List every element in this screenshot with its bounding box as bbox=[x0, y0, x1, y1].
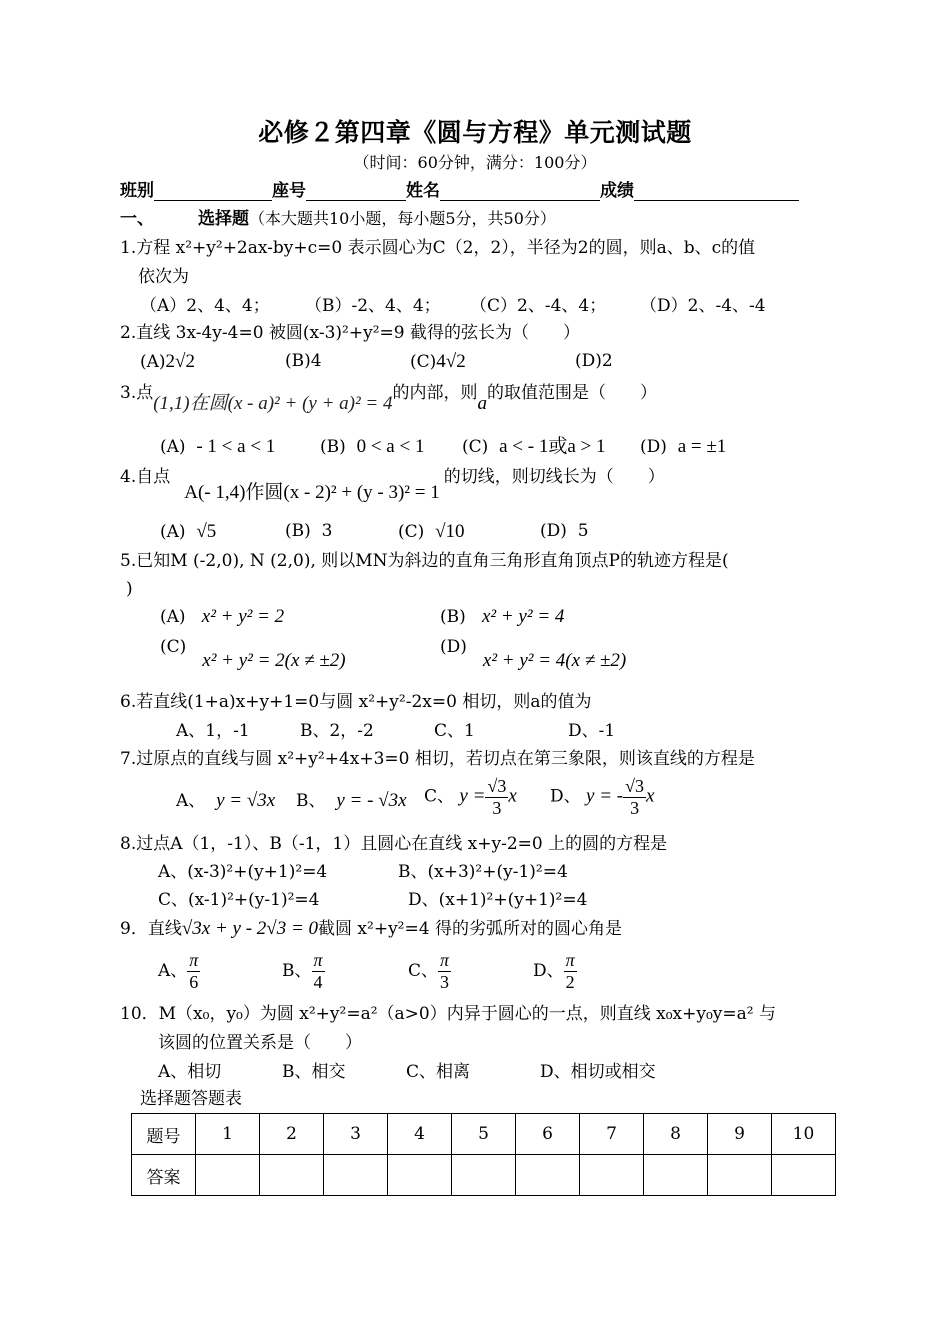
q3-stem: 3.点(1,1)在圆(x - a)² + (y + a)² = 4的内部，则a的取值范围是（ ） bbox=[120, 383, 657, 414]
answer-cell[interactable] bbox=[388, 1155, 452, 1196]
question-number-cell: 5 bbox=[452, 1114, 516, 1155]
q5-stem: 5.已知M (-2,0), N (2,0), 则以MN为斜边的直角三角形直角顶点P的轨迹方程是( bbox=[120, 551, 729, 571]
question-number-cell: 8 bbox=[644, 1114, 708, 1155]
q8-option-a[interactable]: A、(x-3)²+(y+1)²=4 bbox=[158, 862, 328, 882]
seat-blank[interactable] bbox=[306, 182, 406, 201]
answer-cell[interactable] bbox=[260, 1155, 324, 1196]
name-label: 姓名 bbox=[406, 181, 440, 201]
question-number-cell: 3 bbox=[324, 1114, 388, 1155]
answer-table-caption: 选择题答题表 bbox=[140, 1089, 242, 1109]
q3-var: a bbox=[477, 393, 487, 414]
q3-option-a[interactable]: (A) - 1 < a < 1 bbox=[160, 436, 276, 457]
table-row bbox=[132, 1155, 836, 1196]
name-blank[interactable] bbox=[440, 182, 600, 201]
q1-option-b[interactable]: （B）-2、4、4； bbox=[305, 296, 441, 316]
page-title: 必修２第四章《圆与方程》单元测试题 bbox=[258, 118, 692, 147]
q3-option-c[interactable]: (C) a < - 1或a > 1 bbox=[462, 436, 606, 457]
answer-cell[interactable] bbox=[708, 1155, 772, 1196]
q4-math: A(- 1,4)作圆(x - 2)² + (y - 3)² = 1 bbox=[184, 482, 440, 503]
answer-cell[interactable] bbox=[772, 1155, 836, 1196]
answer-cell[interactable] bbox=[580, 1155, 644, 1196]
q4-stem: 4.自点A(- 1,4)作圆(x - 2)² + (y - 3)² = 1的切线，则切线长为（ ） bbox=[120, 467, 665, 503]
question-number-cell: 6 bbox=[516, 1114, 580, 1155]
question-number-cell: 10 bbox=[772, 1114, 836, 1155]
q8-option-c[interactable]: C、(x-1)²+(y-1)²=4 bbox=[158, 890, 320, 910]
section-desc: （本大题共10小题，每小题5分，共50分） bbox=[249, 209, 556, 228]
q1-stem-cont: 依次为 bbox=[138, 267, 189, 287]
q6-option-d[interactable]: D、-1 bbox=[568, 721, 616, 741]
q9-stem: 9．直线√3x + y - 2√3 = 0截圆 x²+y²=4 得的劣弧所对的圆心角是 bbox=[120, 918, 622, 939]
q1-stem: 1.方程 x²+y²+2ax-by+c=0 表示圆心为C（2，2），半径为2的圆，则a、b、c的值 bbox=[120, 238, 756, 258]
q9-option-b[interactable]: B、 $\frac{\pi}{4}$ bbox=[282, 950, 323, 992]
q10-option-d[interactable]: D、相切或相交 bbox=[540, 1062, 656, 1082]
section-number: 一、 bbox=[120, 209, 154, 229]
question-number-cell: 4 bbox=[388, 1114, 452, 1155]
q2-option-a[interactable]: (A)2√2 bbox=[140, 351, 195, 372]
q6-option-c[interactable]: C、1 bbox=[434, 721, 475, 741]
q10-option-b[interactable]: B、相交 bbox=[282, 1062, 346, 1082]
answer-cell[interactable] bbox=[324, 1155, 388, 1196]
q7-option-c[interactable]: C、 y = $\frac{√3}{3}$ x bbox=[424, 776, 517, 818]
q5-option-b[interactable]: (B) x² + y² = 4 bbox=[440, 606, 565, 627]
info-line bbox=[120, 181, 799, 201]
question-number-cell: 1 bbox=[196, 1114, 260, 1155]
table-header-cell: 答案 bbox=[132, 1155, 196, 1196]
q3-math: (1,1)在圆(x - a)² + (y + a)² = 4 bbox=[153, 393, 393, 414]
q10-option-a[interactable]: A、相切 bbox=[158, 1062, 222, 1082]
q4-option-b[interactable]: (B) 3 bbox=[285, 521, 333, 541]
q10-option-c[interactable]: C、相离 bbox=[406, 1062, 471, 1082]
q1-option-d[interactable]: （D）2、-4、-4 bbox=[640, 296, 766, 316]
class-blank[interactable] bbox=[154, 182, 272, 201]
answer-cell[interactable] bbox=[452, 1155, 516, 1196]
section-header bbox=[120, 209, 556, 229]
q2-option-b[interactable]: (B)4 bbox=[285, 351, 322, 371]
q7-option-d[interactable]: D、 y = - $\frac{√3}{3}$ x bbox=[550, 776, 655, 818]
class-label: 班别 bbox=[120, 181, 154, 201]
q1-option-a[interactable]: （A）2、4、4； bbox=[140, 296, 270, 316]
q8-option-d[interactable]: D、(x+1)²+(y+1)²=4 bbox=[408, 890, 588, 910]
answer-cell[interactable] bbox=[644, 1155, 708, 1196]
answer-table bbox=[131, 1113, 836, 1196]
q3-option-d[interactable]: (D) a = ±1 bbox=[640, 436, 727, 457]
answer-cell[interactable] bbox=[196, 1155, 260, 1196]
page-subtitle: （时间：60分钟，满分：100分） bbox=[353, 153, 597, 172]
question-number-cell: 2 bbox=[260, 1114, 324, 1155]
q6-option-a[interactable]: A、1，-1 bbox=[176, 721, 250, 741]
q2-option-c[interactable]: (C)4√2 bbox=[410, 351, 466, 372]
table-row bbox=[132, 1114, 836, 1155]
q9-option-a[interactable]: A、 $\frac{\pi}{6}$ bbox=[158, 950, 199, 992]
q5-option-c[interactable]: (C)x² + y² = 2(x ≠ ±2) bbox=[160, 637, 346, 671]
q4-option-d[interactable]: (D) 5 bbox=[540, 521, 589, 541]
q10-stem-cont: 该圆的位置关系是（ ） bbox=[158, 1033, 362, 1053]
q2-stem: 2.直线 3x-4y-4=0 被圆(x-3)²+y²=9 截得的弦长为（ ） bbox=[120, 323, 580, 343]
q9-math: √3x + y - 2√3 = 0 bbox=[181, 918, 319, 939]
q4-option-a[interactable]: (A) √5 bbox=[160, 521, 217, 542]
table-header-cell: 题号 bbox=[132, 1114, 196, 1155]
q8-stem: 8.过点A（1，-1）、B（-1，1）且圆心在直线 x+y-2=0 上的圆的方程是 bbox=[120, 834, 668, 854]
q5-stem-cont: ) bbox=[126, 579, 133, 599]
q2-option-d[interactable]: (D)2 bbox=[575, 351, 613, 371]
score-label: 成绩 bbox=[600, 181, 634, 201]
q10-stem: 10．M（x₀，y₀）为圆 x²+y²=a²（a>0）内异于圆心的一点，则直线 x₀x+y₀y=a² 与 bbox=[120, 1004, 776, 1024]
q1-option-c[interactable]: （C）2、-4、4； bbox=[470, 296, 607, 316]
q4-option-c[interactable]: (C) √10 bbox=[398, 521, 465, 542]
question-number-cell: 7 bbox=[580, 1114, 644, 1155]
q6-stem: 6.若直线(1+a)x+y+1=0与圆 x²+y²-2x=0 相切，则a的值为 bbox=[120, 692, 592, 712]
q3-option-b[interactable]: (B) 0 < a < 1 bbox=[320, 436, 425, 457]
section-name: 选择题 bbox=[198, 209, 249, 229]
answer-cell[interactable] bbox=[516, 1155, 580, 1196]
question-number-cell: 9 bbox=[708, 1114, 772, 1155]
q5-option-a[interactable]: (A) x² + y² = 2 bbox=[160, 606, 285, 627]
score-blank[interactable] bbox=[634, 182, 799, 201]
q6-option-b[interactable]: B、2，-2 bbox=[300, 721, 374, 741]
q5-option-d[interactable]: (D)x² + y² = 4(x ≠ ±2) bbox=[440, 637, 627, 671]
q9-option-d[interactable]: D、 $\frac{\pi}{2}$ bbox=[533, 950, 575, 992]
q7-stem: 7.过原点的直线与圆 x²+y²+4x+3=0 相切，若切点在第三象限，则该直线的方程是 bbox=[120, 749, 755, 769]
q7-option-b[interactable]: B、 y = - √3x bbox=[296, 790, 407, 811]
q7-option-a[interactable]: A、 y = √3x bbox=[176, 790, 276, 811]
q8-option-b[interactable]: B、(x+3)²+(y-1)²=4 bbox=[398, 862, 568, 882]
q9-option-c[interactable]: C、 $\frac{\pi}{3}$ bbox=[408, 950, 450, 992]
seat-label: 座号 bbox=[272, 181, 306, 201]
